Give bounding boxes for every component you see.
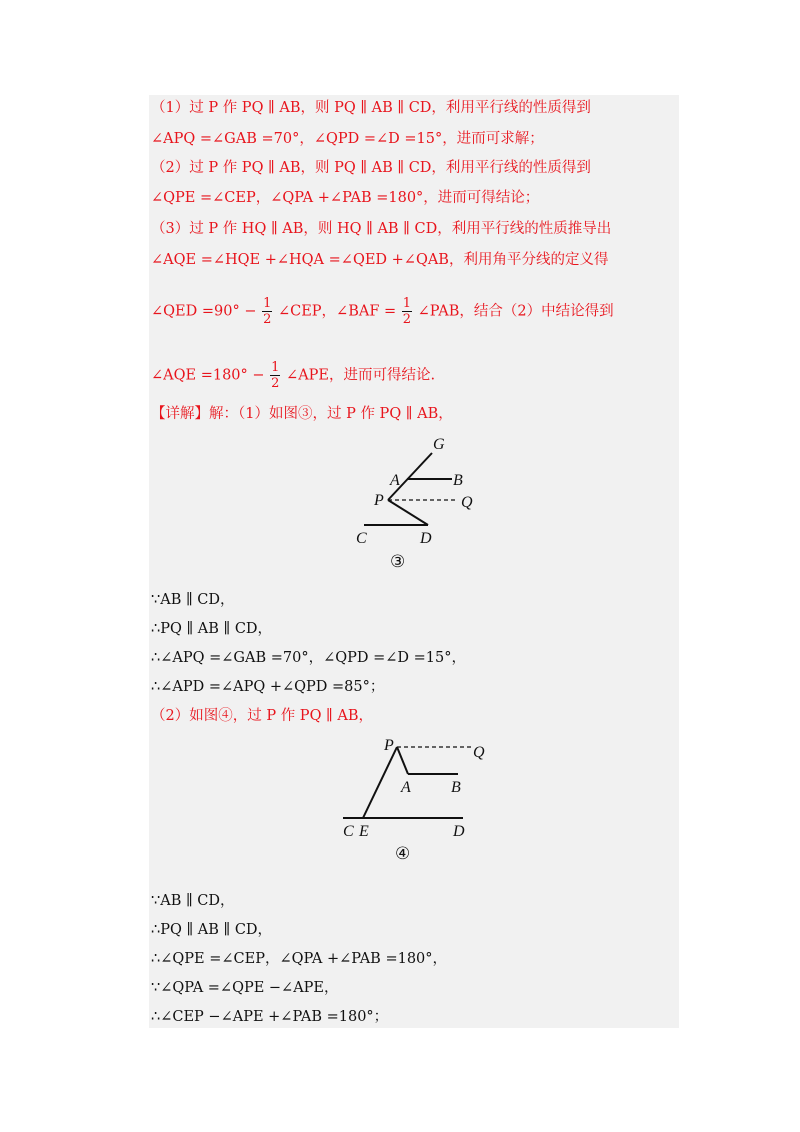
label-p: P — [384, 737, 394, 754]
label-b: B — [453, 472, 463, 489]
analysis-line-7 — [151, 296, 614, 327]
label-b: B — [451, 779, 461, 796]
analysis-line-5: （3）过 P 作 HQ ∥ AB，则 HQ ∥ AB ∥ CD，利用平行线的性质推导出 — [151, 221, 612, 237]
solution-step-9: ∴∠CEP −∠APE +∠PAB =180°； — [151, 1009, 389, 1025]
solution-label: 【详解】 — [151, 406, 209, 422]
label-e: E — [359, 823, 369, 840]
solution-step-3: ∴∠APQ =∠GAB =70°，∠QPD =∠D =15°， — [151, 650, 466, 666]
analysis-line-7-b: ∠CEP，∠BAF = — [277, 303, 397, 320]
solution-intro — [151, 404, 453, 424]
analysis-line-4: ∠QPE =∠CEP，∠QPA +∠PAB =180°，进而可得结论； — [151, 190, 540, 206]
line-pd — [388, 500, 428, 525]
analysis-line-3: （2）过 P 作 PQ ∥ AB，则 PQ ∥ AB ∥ CD，利用平行线的性质得到 — [151, 160, 591, 176]
line-pa — [397, 747, 408, 774]
label-a: A — [390, 472, 400, 489]
solution-step-8: ∵∠QPA =∠QPE −∠APE， — [151, 980, 339, 996]
solution-step-2: ∴PQ ∥ AB ∥ CD， — [151, 621, 273, 637]
analysis-line-8-b: ∠APE，进而可得结论. — [286, 367, 436, 384]
label-p: P — [374, 492, 384, 509]
fraction-half: $\frac{1}{2}$ — [263, 296, 272, 327]
solution-step-4: ∴∠APD =∠APQ +∠QPD =85°； — [151, 679, 385, 695]
analysis-line-7-a: ∠QED =90° − — [151, 303, 257, 320]
line-pe — [363, 747, 397, 818]
analysis-line-2: ∠APQ =∠GAB =70°，∠QPD =∠D =15°，进而可求解； — [151, 131, 544, 147]
figure-4 — [335, 732, 485, 872]
fraction-half: $\frac{1}{2}$ — [271, 360, 280, 391]
analysis-line-7-c: ∠PAB，结合（2）中结论得到 — [417, 303, 614, 320]
label-c: C — [356, 530, 367, 547]
label-d: D — [420, 530, 432, 547]
label-c: C — [343, 823, 354, 840]
solution-step-5: ∵AB ∥ CD， — [151, 893, 235, 909]
analysis-line-6: ∠AQE =∠HQE +∠HQA =∠QED +∠QAB，利用角平分线的定义得 — [151, 252, 609, 268]
figure-caption: ③ — [390, 552, 406, 571]
analysis-line-8 — [151, 360, 435, 391]
fraction-half: $\frac{1}{2}$ — [402, 296, 412, 327]
label-g: G — [433, 436, 445, 453]
figure-3 — [340, 430, 480, 580]
solution-intro-text: 解：（1）如图③，过 P 作 PQ ∥ AB， — [209, 406, 453, 422]
solution-step-1: ∵AB ∥ CD， — [151, 592, 235, 608]
label-a: A — [401, 779, 411, 796]
solution-part-2: （2）如图④，过 P 作 PQ ∥ AB， — [151, 708, 373, 724]
analysis-line-1: （1）过 P 作 PQ ∥ AB，则 PQ ∥ AB ∥ CD，利用平行线的性质得到 — [151, 100, 591, 116]
label-q: Q — [461, 494, 473, 511]
solution-step-7: ∴∠QPE =∠CEP，∠QPA +∠PAB =180°， — [151, 951, 448, 967]
figure-caption: ④ — [395, 844, 411, 863]
label-q: Q — [473, 744, 485, 761]
analysis-line-8-a: ∠AQE =180° − — [151, 367, 265, 384]
label-d: D — [453, 823, 465, 840]
solution-step-6: ∴PQ ∥ AB ∥ CD， — [151, 922, 273, 938]
